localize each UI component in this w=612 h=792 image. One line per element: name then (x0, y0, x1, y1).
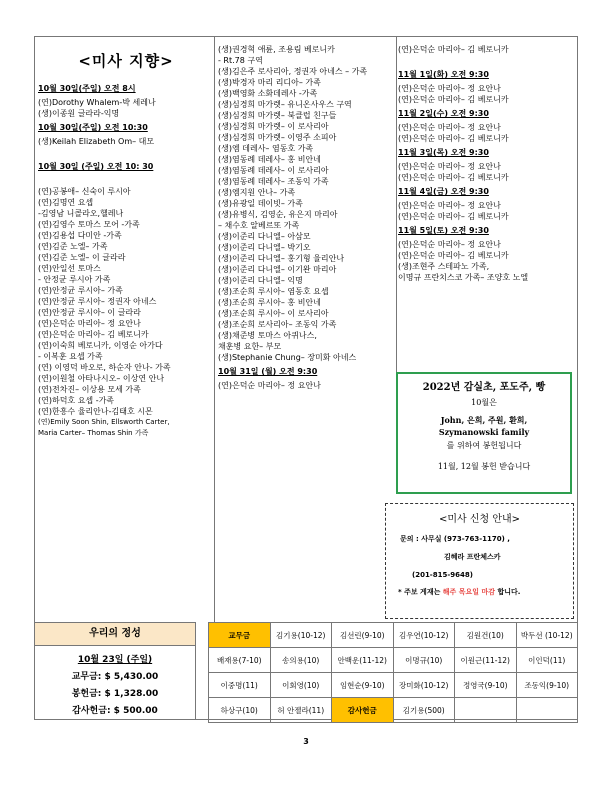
mass-date-header: 10월 30일(주일) 오전 8시 (38, 84, 136, 93)
intention-item: (연)은덕순 마리아– 김 베로니카 (398, 173, 509, 182)
intention-item: – 채수호 알베르또 가족 (218, 221, 300, 230)
mass-request-contact: 문의 : 사무실 (973-763-1170) , (400, 535, 510, 543)
offering-box-names: John, 은희, 주원, 환희, (440, 415, 528, 425)
intention-item: (연)이숙희 베로니카, 이영순 아가다 (38, 341, 163, 350)
table-cell: 정영국(9-10) (455, 673, 517, 698)
intention-item: (생)Keilah Elizabeth Om– 대모 (38, 137, 155, 146)
offering-line: 감사헌금: $ 500.00 (72, 706, 158, 716)
table-cell: 안백운(11-12) (332, 648, 394, 673)
intention-item: (생)이준리 다니엘– 익명 (218, 276, 303, 285)
intention-item: (연)한흥수 율리안나-김태호 시몬 (38, 407, 153, 416)
table-cell: 장미화(10-12) (393, 673, 455, 698)
table-row (209, 648, 578, 673)
intentions-column-2 (218, 44, 396, 391)
intention-item: (생)유광일 데이빗– 가족 (218, 199, 303, 208)
spacer (398, 55, 574, 66)
intention-item: - 이복훈 요셉 가족 (38, 352, 103, 361)
table-cell: 이회영(10) (270, 673, 332, 698)
intention-item: (생)박경자 마리 리디아– 가족 (218, 78, 321, 87)
intention-item: (생)심경희 마가렛– 이 로사리아 (218, 122, 329, 131)
intention-item: (연) 이영덕 바오로, 하순자 안나- 가족 (38, 363, 171, 372)
intention-item: (생)조현주 스테파노 가족, (398, 262, 490, 271)
note-suffix: 합니다. (497, 588, 521, 596)
intention-item: (연)김준 노엘– 가족 (38, 242, 108, 251)
intention-item: (생)이준리 다니엘– 홍기형 율리안나 (218, 254, 345, 263)
offering-line: 봉헌금: $ 1,328.00 (71, 689, 159, 699)
table-cell: 하상구(10) (209, 698, 271, 723)
table-cell: 김원건(10) (455, 623, 517, 648)
intention-item: (연)안정균 루시아– 이 글라라 (38, 308, 141, 317)
table-row (209, 673, 578, 698)
intention-item: (연)은덕순 마리아– 김 베로니카 (398, 251, 509, 260)
table-cell: 이명규(10) (393, 648, 455, 673)
note-deadline: 해주 목요일 마감 (442, 588, 496, 596)
intention-item: (생)심경희 마가렛– 유니온사우스 구역 (218, 100, 352, 109)
intention-item: (생)심경희 마가렛– 북클럽 친구들 (218, 111, 337, 120)
intention-item: (연)안일선 토마스 (38, 264, 101, 273)
intention-item: (생)염동례 데레사– 조동익 가족 (218, 177, 329, 186)
intention-item: (연)하덕호 요셉 -가족 (38, 396, 115, 405)
mass-request-person: 김혜라 프란체스카 (444, 553, 501, 561)
table-cell: 박두선 (10-12) (516, 623, 578, 648)
intentions-list-3 (398, 44, 574, 283)
table-cell: 김우연(10-12) (393, 623, 455, 648)
intention-item: (생)조순희 루시아– 이 로사리아 (218, 309, 329, 318)
table-cell: 배재용(7-10) (209, 648, 271, 673)
intention-item: (연)전차진– 이상용 모세 가족 (38, 385, 141, 394)
intention-item: (생)조순희 루시아– 홍 비안네 (218, 298, 321, 307)
mass-date-header: 11월 1일(화) 오전 9:30 (398, 70, 489, 79)
offering-box-month: 10월은 (471, 398, 497, 407)
intention-item: (생)조순희 로사리아– 조동익 가족 (218, 320, 337, 329)
intention-item: (연)은덕순 마리아– 정 요안나 (398, 162, 501, 171)
page-number: 3 (303, 737, 309, 746)
intention-item: (연)은덕순 마리아– 김 베로니카 (398, 45, 509, 54)
column-divider (396, 36, 397, 372)
column-divider (214, 36, 215, 622)
note-prefix: * 주보 게재는 (398, 588, 441, 596)
table-cell: 이인덕(11) (516, 648, 578, 673)
table-cell: 송의용(10) (270, 648, 332, 673)
offering-box-title: 2022년 감실초, 포도주, 빵 (422, 382, 546, 393)
intention-item: (연)이원철 아타나시오– 이상연 안나 (38, 374, 165, 383)
table-cell: 김기용(500) (393, 698, 455, 723)
intention-item: (연)안정균 루시아– 정권자 아네스 (38, 297, 157, 306)
mass-date-header: 10월 31일 (월) 오전 9:30 (218, 367, 318, 376)
intention-item: (연)은덕순 마리아– 정 요안나 (398, 240, 501, 249)
intention-item: (생)조순희 루시아– 염동호 요셉 (218, 287, 329, 296)
intention-item: (생)이준리 다니엘– 아삼모 (218, 232, 311, 241)
table-row (209, 698, 578, 723)
intention-item: (연)안정균 루시아– 가족 (38, 286, 123, 295)
intention-item: (연)김명연 요셉 (38, 198, 94, 207)
table-cell: 김기용(10-12) (270, 623, 332, 648)
offering-date: 10월 23일 (주일) (77, 655, 153, 665)
intention-item: - Rt.78 구역 (218, 56, 263, 65)
spacer (38, 175, 214, 186)
intention-item: (생)엠지원 안나– 가족 (218, 188, 296, 197)
intention-item: (생)권경혁 애륜, 조용림 베로니카 (218, 45, 335, 54)
intention-item: -김영남 니콜라오,헬레나 (38, 209, 124, 218)
intention-item: (연)은덕순 마리아– 김 베로니카 (38, 330, 149, 339)
mass-request-phone: (201-815-9648) (412, 571, 473, 579)
table-category-cell: 교무금 (209, 623, 271, 648)
offering-box-footer: 11월, 12월 봉헌 받습니다 (437, 462, 531, 471)
intention-item: (생)이준리 다니엘– 이기완 마리아 (218, 265, 337, 274)
tabernacle-offering-box (396, 372, 572, 494)
intention-item: 채훈병 요한– 부모 (218, 342, 282, 351)
mass-date-header: 10월 30일(주일) 오전 10:30 (38, 123, 148, 132)
intention-item: (생)엠 데레사– 염동호 가족 (218, 144, 314, 153)
mass-date-header: 11월 2일(수) 오전 9:30 (398, 109, 489, 118)
intention-item: (연)Dorothy Whalem-박 세레나 (38, 98, 156, 107)
spacer (38, 147, 214, 158)
intention-item: (생)심경희 마가렛– 이영주 소피아 (218, 133, 337, 142)
mass-intentions-title: <미사 지향> (78, 52, 174, 70)
intention-item: (연)Emily Soon Shin, Ellsworth Carter, (38, 418, 170, 426)
intentions-list-2 (218, 44, 396, 391)
intention-item: (생)이준리 다니엘– 박기오 (218, 243, 311, 252)
offering-header: 우리의 정성 (35, 623, 195, 646)
intention-item: Maria Carter– Thomas Shin 가족 (38, 429, 149, 437)
intention-item: (연)김용섭 다미안 -가족 (38, 231, 122, 240)
intention-item: (생)Stephanie Chung– 장미화 아네스 (218, 353, 357, 362)
intentions-column-3 (398, 44, 574, 283)
intention-item: (생)염동례 데레사– 홍 비안네 (218, 155, 321, 164)
mass-date-header: 10월 30일 (주일) 오전 10: 30 (38, 162, 154, 171)
intention-item: (생)채준병 토마스 아퀴나스, (218, 331, 317, 340)
intention-item: 이명규 프란치스코 가족– 조양호 노엘 (398, 273, 529, 282)
intention-item: (연)공봉애– 신숙이 루시아 (38, 187, 131, 196)
donor-table (208, 622, 578, 723)
table-cell: 조동익(9-10) (516, 673, 578, 698)
mass-date-header: 11월 4일(금) 오전 9:30 (398, 187, 489, 196)
offering-line: 교무금: $ 5,430.00 (71, 672, 159, 682)
mass-request-box (385, 503, 574, 619)
mass-date-header: 11월 3일(목) 오전 9:30 (398, 148, 489, 157)
table-row (209, 623, 578, 648)
mass-request-title: <미사 신청 안내> (438, 514, 521, 525)
intentions-list-1 (38, 80, 214, 439)
intention-item: (연)은덕순 마리아– 김 베로니카 (398, 134, 509, 143)
offering-box-family: Szymanowski family (438, 427, 530, 437)
intention-item: (연)김준 노엘– 이 글라라 (38, 253, 126, 262)
intentions-column-1 (38, 44, 214, 439)
table-category-cell: 감사헌금 (332, 698, 394, 723)
table-cell: 이원근(11-12) (455, 648, 517, 673)
intention-item: (연)은덕순 마리아– 김 베로니카 (398, 95, 509, 104)
mass-date-header: 11월 5일(토) 오전 9:30 (398, 226, 489, 235)
intention-item: - 안정균 루시아 가족 (38, 275, 111, 284)
intention-item: (연)은덕순 마리아– 정 요안나 (398, 123, 501, 132)
offering-summary (34, 622, 196, 720)
intention-item: (생)염동례 데레사– 이 로사리아 (218, 166, 329, 175)
table-cell: 김선린(9-10) (332, 623, 394, 648)
intention-item: (생)김은주 로사리아, 정권자 아네스 – 가족 (218, 67, 368, 76)
intention-item: (생)유병식, 김영순, 유은지 마리아 (218, 210, 338, 219)
mass-request-note (398, 587, 573, 597)
table-cell: 임현순(9-10) (332, 673, 394, 698)
offering-box-dedication: 를 위하여 봉헌됩니다 (446, 441, 522, 450)
table-cell: 허 안젤라(11) (270, 698, 332, 723)
intention-item: (연)은덕순 마리아– 정 요안나 (218, 381, 321, 390)
intention-item: (연)은덕순 마리아– 정 요안나 (398, 84, 501, 93)
intention-item: (연)은덕순 마리아– 정 요안나 (38, 319, 141, 328)
table-cell: 이중명(11) (209, 673, 271, 698)
table-cell (455, 698, 517, 723)
table-cell (516, 698, 578, 723)
intention-item: (연)은덕순 마리아– 김 베로니카 (398, 212, 509, 221)
intention-item: (연)김영수 토마스 모어 -가족 (38, 220, 140, 229)
intention-item: (연)은덕순 마리아– 정 요안나 (398, 201, 501, 210)
intention-item: (생)백영화 소화데레사 -가족 (218, 89, 318, 98)
intention-item: (생)이종원 글라라-익명 (38, 109, 120, 118)
